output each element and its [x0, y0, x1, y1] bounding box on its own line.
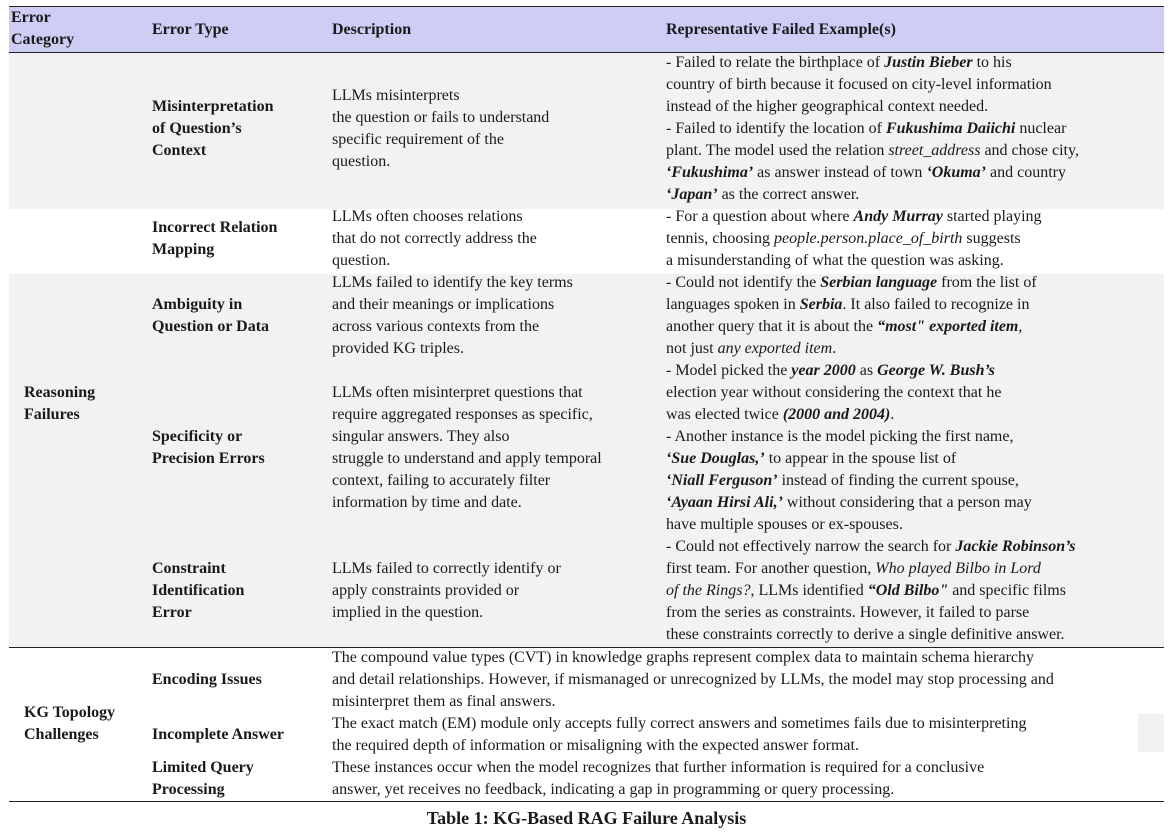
- bottom-rule: [9, 801, 1164, 802]
- example-line: ‘Sue Douglas,’ to appear in the spouse list of: [666, 450, 957, 467]
- error-type-line: Mapping: [152, 241, 215, 258]
- example-line: plant. The model used the relation street_address and chose city,: [666, 142, 1079, 159]
- description-line: singular answers. They also: [332, 428, 510, 445]
- example-line: country of birth because it focused on city-level information: [666, 76, 1052, 93]
- description-line: specific requirement of the: [332, 131, 504, 148]
- example-line: tennis, choosing people.person.place_of_birth suggests: [666, 230, 1021, 247]
- description-line: require aggregated responses as specific,: [332, 406, 593, 423]
- description-line: that do not correctly address the: [332, 230, 537, 247]
- description-line: the required depth of information or misaligning with the expected answer format.: [332, 737, 859, 754]
- description-line: LLMs often misinterpret questions that: [332, 384, 583, 401]
- gray-margin-block: [1138, 714, 1164, 752]
- example-line: instead of the higher geographical context needed.: [666, 98, 989, 115]
- example-line: - Failed to identify the location of Fukushima Daiichi nuclear: [666, 120, 1067, 137]
- example-line: - Another instance is the model picking the first name,: [666, 428, 1014, 445]
- example-line: ‘Niall Ferguson’ instead of finding the current spouse,: [666, 472, 1019, 489]
- example-line: - Failed to relate the birthplace of Justin Bieber to his: [666, 54, 1012, 71]
- example-line: these constraints correctly to derive a single definitive answer.: [666, 626, 1065, 643]
- header-description: Description: [332, 21, 412, 38]
- error-type-line: Specificity or: [152, 428, 243, 445]
- description-line: and their meanings or implications: [332, 296, 555, 313]
- example-line: a misunderstanding of what the question was asking.: [666, 252, 1004, 269]
- table-caption: Table 1: KG-Based RAG Failure Analysis: [426, 808, 747, 828]
- example-line: first team. For another question, Who played Bilbo in Lord: [666, 560, 1041, 577]
- header-error-type: Error Type: [152, 21, 229, 38]
- error-type-line: Limited Query: [152, 759, 254, 776]
- header-category-line1: Error: [11, 9, 51, 26]
- description-line: answer, yet receives no feedback, indicating a gap in programming or query processing.: [332, 781, 895, 798]
- example-line: not just any exported item.: [666, 340, 837, 357]
- example-line: was elected twice (2000 and 2004).: [666, 406, 895, 423]
- description-line: implied in the question.: [332, 604, 484, 621]
- header-category-line2: Category: [11, 31, 75, 48]
- error-type-line: Processing: [152, 781, 225, 798]
- example-line: ‘Fukushima’ as answer instead of town ‘Okuma’ and country: [666, 164, 1066, 181]
- description-line: LLMs misinterprets: [332, 87, 460, 104]
- description-line: LLMs failed to correctly identify or: [332, 560, 561, 577]
- example-line: - For a question about where Andy Murray started playing: [666, 208, 1042, 225]
- failure-analysis-table: [9, 6, 1164, 802]
- example-line: from the series as constraints. However, it failed to parse: [666, 604, 1030, 621]
- example-line: of the Rings?, LLMs identified “Old Bilbo" and specific films: [666, 582, 1066, 599]
- description-line: across various contexts from the: [332, 318, 540, 335]
- error-type-line: Incorrect Relation: [152, 219, 278, 236]
- description-line: information by time and date.: [332, 494, 522, 511]
- error-type-line: Ambiguity in: [152, 296, 243, 313]
- error-type-line: Constraint: [152, 560, 226, 577]
- example-line: - Could not effectively narrow the search for Jackie Robinson’s: [666, 538, 1076, 555]
- error-type-line: Precision Errors: [152, 450, 265, 467]
- example-line: - Model picked the year 2000 as George W. Bush’s: [666, 362, 995, 379]
- category-kg-line2: Challenges: [24, 726, 99, 743]
- example-line: have multiple spouses or ex-spouses.: [666, 516, 903, 533]
- error-type-line: Encoding Issues: [152, 671, 262, 688]
- error-type-line: Context: [152, 142, 207, 159]
- error-type-line: Question or Data: [152, 318, 270, 335]
- category-reasoning-line1: Reasoning: [24, 384, 96, 401]
- description-line: question.: [332, 153, 391, 170]
- description-line: and detail relationships. However, if mismanaged or unrecognized by LLMs, the model may stop processing and: [332, 671, 1054, 688]
- example-line: - Could not identify the Serbian language from the list of: [666, 274, 1037, 291]
- description-line: the question or fails to understand: [332, 109, 550, 126]
- category-kg-line1: KG Topology: [24, 704, 116, 721]
- category-reasoning-line2: Failures: [24, 406, 80, 423]
- description-line: LLMs failed to identify the key terms: [332, 274, 573, 291]
- error-type-line: Incomplete Answer: [152, 726, 284, 743]
- error-type-line: Error: [152, 604, 192, 621]
- top-rule: [9, 6, 1164, 7]
- error-type-line: Identification: [152, 582, 245, 599]
- example-line: ‘Ayaan Hirsi Ali,’ without considering that a person may: [666, 494, 1032, 511]
- description-line: struggle to understand and apply temporal: [332, 450, 602, 467]
- description-line: These instances occur when the model recognizes that further information is required for a conclusive: [332, 759, 985, 776]
- description-line: context, failing to accurately filter: [332, 472, 551, 489]
- example-line: languages spoken in Serbia. It also failed to recognize in: [666, 296, 1030, 313]
- description-line: The compound value types (CVT) in knowledge graphs represent complex data to maintain schema hierarchy: [332, 649, 1034, 666]
- description-line: LLMs often chooses relations: [332, 208, 523, 225]
- description-line: question.: [332, 252, 391, 269]
- error-type-line: Misinterpretation: [152, 98, 274, 115]
- header-example: Representative Failed Example(s): [666, 21, 896, 38]
- description-line: provided KG triples.: [332, 340, 464, 357]
- description-line: The exact match (EM) module only accepts fully correct answers and sometimes fails due to misinterpreting: [332, 715, 1027, 732]
- description-line: apply constraints provided or: [332, 582, 520, 599]
- description-line: misinterpret them as final answers.: [332, 693, 556, 710]
- example-line: election year without considering the context that he: [666, 384, 1002, 401]
- example-line: ‘Japan’ as the correct answer.: [666, 186, 860, 203]
- example-line: another query that it is about the “most" exported item,: [666, 318, 1023, 335]
- error-type-line: of Question’s: [152, 120, 242, 137]
